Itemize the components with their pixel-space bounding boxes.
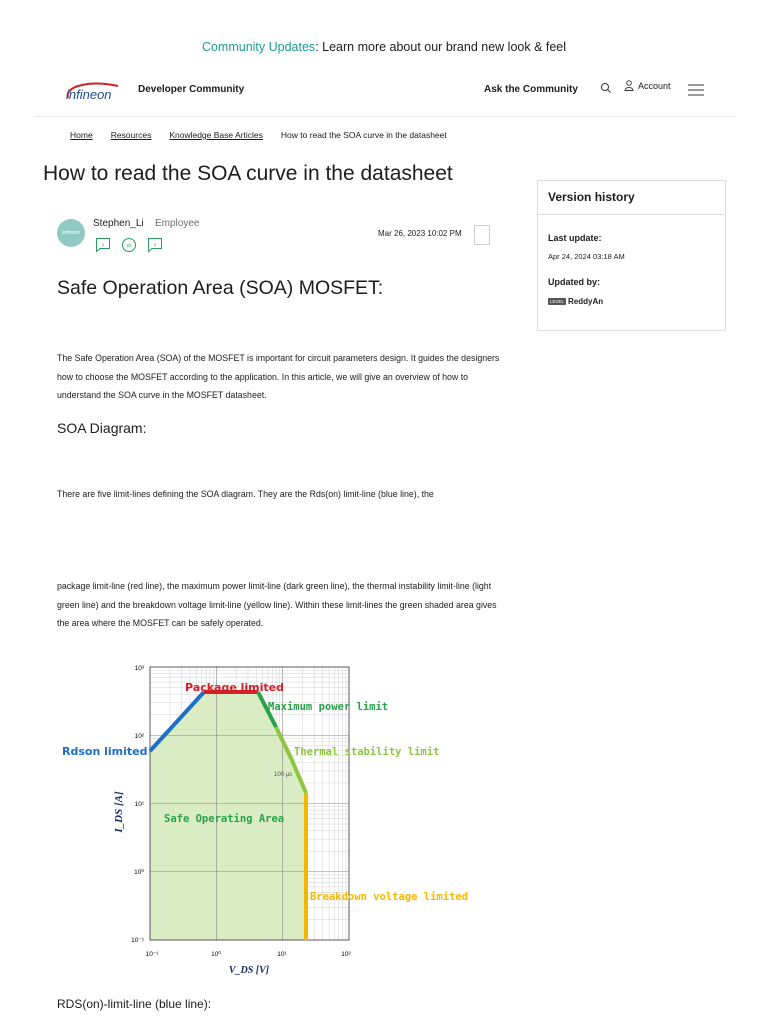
section-title: Safe Operation Area (SOA) MOSFET: bbox=[57, 277, 384, 299]
updated-by-label: Updated by: bbox=[548, 277, 601, 287]
announcement-banner bbox=[0, 40, 768, 54]
rank-badge-icon[interactable] bbox=[121, 237, 137, 253]
badge-count-2: 25 bbox=[126, 243, 132, 248]
infineon-logo[interactable] bbox=[60, 78, 122, 108]
max-power-label: Maximum power limit bbox=[268, 701, 389, 713]
rank-badge: LEVEL bbox=[550, 299, 565, 304]
soa-diagram-image bbox=[56, 660, 496, 980]
author-name[interactable]: Stephen_Li bbox=[93, 218, 144, 229]
y-tick-2: 10¹ bbox=[134, 801, 144, 808]
thermal-label: Thermal stability limit bbox=[294, 746, 440, 758]
options-menu-button[interactable] bbox=[474, 225, 490, 245]
badge-count-1: 1 bbox=[101, 242, 105, 247]
package-limited-label: Package limited bbox=[185, 681, 284, 694]
developer-community-link[interactable]: Developer Community bbox=[138, 84, 245, 95]
avatar-text: infineon bbox=[62, 230, 80, 236]
breadcrumb-resources[interactable]: Resources bbox=[110, 130, 152, 140]
breadcrumb-current: How to read the SOA curve in the datasheet bbox=[280, 130, 447, 140]
message-badge-icon[interactable] bbox=[95, 237, 111, 253]
last-update-value: Apr 24, 2024 03:18 AM bbox=[548, 252, 625, 261]
hamburger-menu-icon[interactable] bbox=[688, 84, 704, 96]
post-date: Mar 26, 2023 10:02 PM bbox=[378, 229, 462, 238]
rdson-label: Rdson limited bbox=[62, 745, 148, 758]
intro-paragraph: The Safe Operation Area (SOA) of the MOSFET is important for circuit parameters design. It guides the designers how to choose the MOSFET according to the application. In this article, we will give an overview of how to understand the SOA curve in the MOSFET datasheet. bbox=[57, 353, 500, 400]
solution-badge-icon[interactable] bbox=[147, 237, 163, 253]
x-tick-0: 10⁻¹ bbox=[145, 951, 159, 958]
updated-by-name: ReddyAn bbox=[568, 297, 604, 306]
version-history-title: Version history bbox=[538, 181, 725, 215]
community-updates-link[interactable]: Community Updates bbox=[201, 40, 316, 54]
version-history-panel bbox=[537, 180, 726, 331]
site-header bbox=[34, 72, 736, 117]
breadcrumb-knowledge-base[interactable]: Knowledge Base Articles bbox=[169, 130, 263, 140]
safe-area-label: Safe Operating Area bbox=[164, 813, 285, 825]
author-badges bbox=[95, 237, 163, 253]
limit-lines-paragraph-1: There are five limit-lines defining the SOA diagram. They are the Rds(on) limit-line (blue line), the bbox=[57, 489, 434, 499]
y-tick-3: 10⁰ bbox=[134, 869, 144, 876]
last-update-label: Last update: bbox=[548, 233, 602, 243]
x-axis-label: V_DS [V] bbox=[228, 965, 270, 976]
breadcrumb-home[interactable]: Home bbox=[70, 130, 93, 140]
y-tick-4: 10⁻¹ bbox=[131, 937, 144, 944]
updated-by-user[interactable] bbox=[548, 297, 603, 306]
breadcrumb bbox=[70, 130, 447, 140]
x-tick-2: 10¹ bbox=[277, 951, 287, 958]
author-row bbox=[57, 218, 493, 258]
rdson-subheading: RDS(on)-limit-line (blue line): bbox=[57, 997, 212, 1011]
breakdown-label: Breakdown voltage limited bbox=[310, 891, 469, 903]
limit-lines-paragraph-2: package limit-line (red line), the maximum power limit-line (dark green line), the thermal instability limit-line (light green line) and the breakdown voltage limit-line (yellow line). Within these limit-lines the green shaded area gives the area where the MOSFET can be safely operated. bbox=[57, 581, 497, 628]
badge-count-3: 1 bbox=[153, 242, 157, 247]
x-tick-3: 10² bbox=[341, 951, 351, 958]
avatar[interactable] bbox=[57, 219, 85, 247]
soa-diagram-heading: SOA Diagram: bbox=[57, 420, 147, 436]
author-role: Employee bbox=[155, 218, 200, 229]
account-label: Account bbox=[638, 80, 671, 91]
y-axis-label: I_DS [A] bbox=[113, 791, 125, 833]
y-tick-0: 10³ bbox=[134, 665, 144, 672]
user-icon bbox=[624, 80, 634, 91]
logo-text: infineon bbox=[66, 87, 112, 102]
pulse-label: 100 µs bbox=[274, 772, 293, 778]
ask-community-link[interactable]: Ask the Community bbox=[484, 84, 578, 95]
page-title: How to read the SOA curve in the datasheet bbox=[43, 162, 453, 185]
x-tick-1: 10⁰ bbox=[211, 951, 221, 958]
y-tick-1: 10² bbox=[134, 733, 144, 740]
account-button[interactable] bbox=[624, 80, 671, 91]
search-icon[interactable] bbox=[600, 82, 612, 94]
banner-text: : Learn more about our brand new look & feel bbox=[315, 40, 567, 54]
